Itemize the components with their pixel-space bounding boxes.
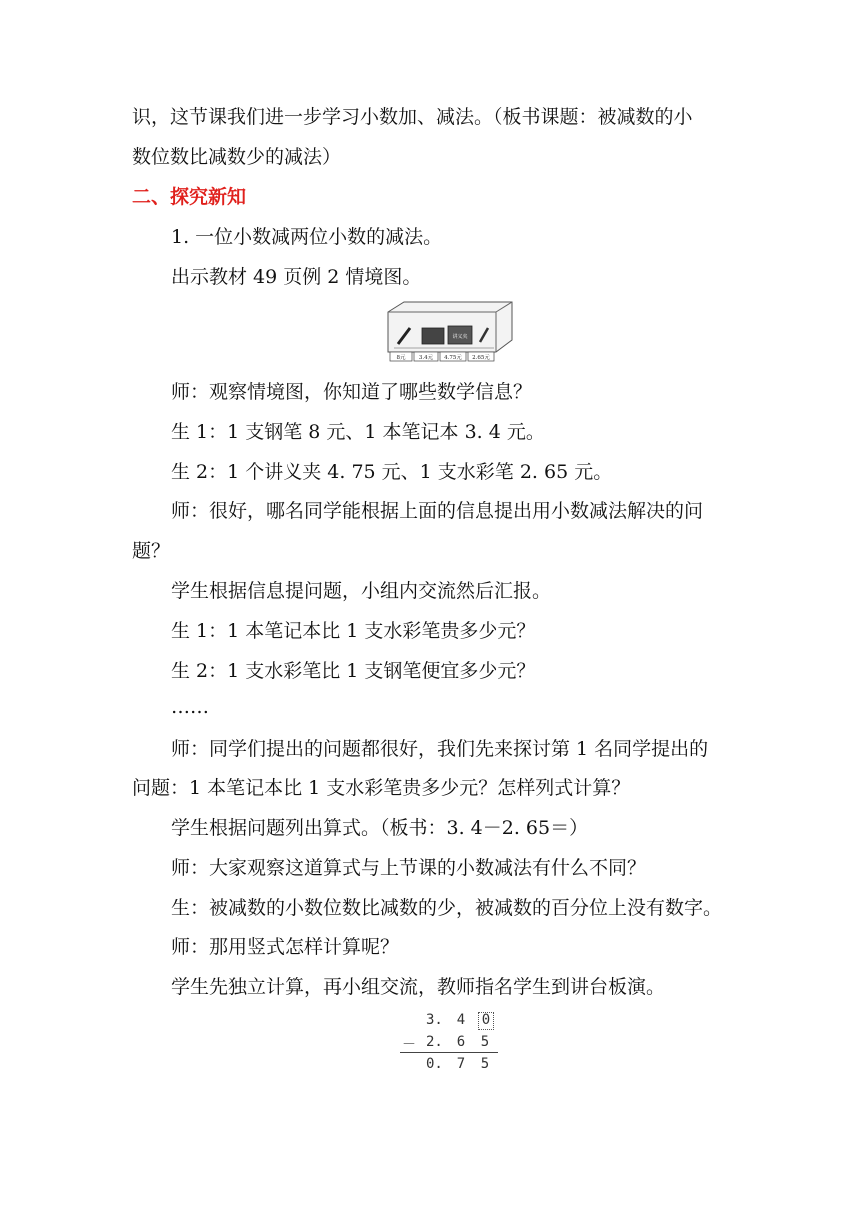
price-display-illustration (384, 300, 516, 364)
paragraph-line: 生 2：1 支水彩笔比 1 支钢笔便宜多少元？ (171, 660, 536, 682)
subtrahend-row (398, 1034, 508, 1052)
section-heading: 二、探究新知 (132, 186, 247, 208)
paragraph-line: 学生先独立计算，再小组交流，教师指名学生到讲台板演。 (171, 976, 666, 998)
digit: 3. (426, 1012, 443, 1028)
paragraph-line: 问题：1 本笔记本比 1 支水彩笔贵多少元？怎样列式计算？ (132, 777, 631, 799)
vertical-subtraction (398, 1012, 508, 1076)
subsection-title: 1. 一位小数减两位小数的减法。 (171, 226, 443, 248)
digit: 4 (456, 1012, 466, 1028)
folder-label: 讲义夹 (452, 334, 468, 340)
price-tag-label: 4.75元 (444, 355, 462, 361)
paragraph-line: 生：被减数的小数位数比减数的少，被减数的百分位上没有数字。 (171, 897, 723, 919)
result-row (398, 1056, 508, 1074)
price-tag-label: 8元 (396, 355, 406, 361)
digit: 7 (456, 1056, 466, 1072)
digit: 2. (426, 1034, 443, 1050)
paragraph-line: 学生根据问题列出算式。（板书：3. 4－2. 65＝） (171, 817, 589, 839)
price-tag-label: 3.4元 (418, 355, 434, 361)
digit: 0. (426, 1056, 443, 1072)
paragraph-line: 生 1：1 支钢笔 8 元、1 本笔记本 3. 4 元。 (171, 421, 545, 443)
paragraph-line: 出示教材 49 页例 2 情境图。 (171, 266, 422, 288)
result-rule (400, 1052, 498, 1053)
ellipsis: …… (171, 696, 209, 718)
paragraph-line: 识，这节课我们进一步学习小数加、减法。（板书课题：被减数的小 (132, 106, 693, 128)
paragraph-line: 师：那用竖式怎样计算呢？ (171, 936, 400, 958)
notebook-icon (422, 328, 444, 344)
paragraph-line: 数位数比减数少的减法） (132, 146, 342, 168)
paragraph-line: 生 2：1 个讲义夹 4. 75 元、1 支水彩笔 2. 65 元。 (171, 461, 613, 483)
price-tag-label: 2.65元 (472, 355, 490, 361)
minus-sign: － (402, 1037, 416, 1053)
digit: 5 (480, 1056, 490, 1072)
digit: 5 (480, 1034, 490, 1050)
paragraph-line: 师：很好，哪名同学能根据上面的信息提出用小数减法解决的问 (171, 500, 704, 522)
paragraph-line: 师：大家观察这道算式与上节课的小数减法有什么不同？ (171, 857, 647, 879)
paragraph-line: 生 1：1 本笔记本比 1 支水彩笔贵多少元？ (171, 620, 536, 642)
added-zero-digit: 0 (478, 1012, 494, 1030)
digit: 6 (456, 1034, 466, 1050)
paragraph-line: 师：观察情境图，你知道了哪些数学信息？ (171, 381, 533, 403)
minuend-row (398, 1012, 508, 1030)
paragraph-line: 学生根据信息提问题，小组内交流然后汇报。 (171, 580, 552, 602)
paragraph-line: 师：同学们提出的问题都很好，我们先来探讨第 1 名同学提出的 (171, 738, 709, 760)
paragraph-line: 题？ (132, 540, 171, 562)
